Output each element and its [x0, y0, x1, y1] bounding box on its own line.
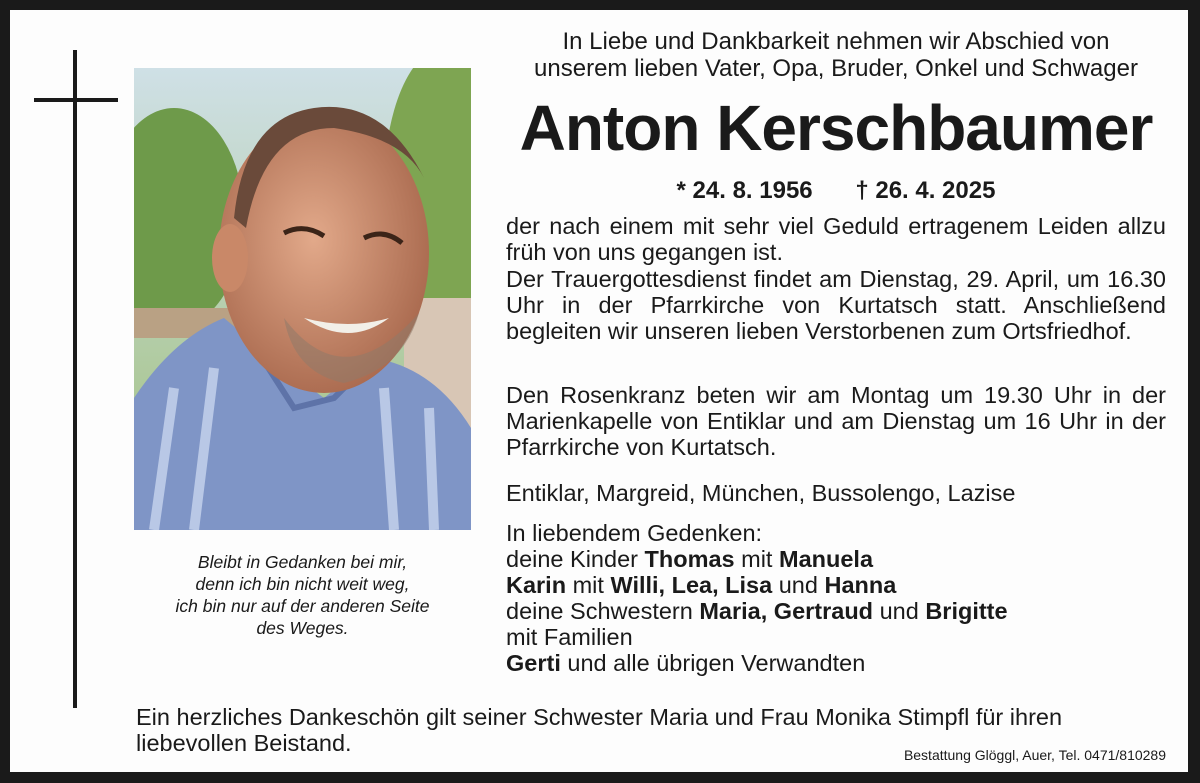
mourners-heading: In liebendem Gedenken: — [506, 520, 763, 546]
death-date: † 26. 4. 2025 — [855, 177, 996, 204]
cross-icon-bar — [34, 98, 118, 102]
intro-line-1: In Liebe und Dankbarkeit nehmen wir Abschied von — [562, 28, 1110, 55]
intro-text — [506, 28, 1166, 82]
paragraph-passing: der nach einem mit sehr viel Geduld ertragenem Leiden allzu früh von uns gegangen ist. — [506, 213, 1166, 265]
deceased-name: Anton Kerschbaumer — [519, 92, 1153, 164]
mourners-list — [506, 520, 1166, 676]
mourners-line: deine Kinder Thomas mit Manuela — [506, 546, 874, 572]
obituary-card — [10, 10, 1188, 772]
life-dates — [506, 176, 1166, 206]
mourners-line: Karin mit Willi, Lea, Lisa und Hanna — [506, 572, 897, 598]
places-list: Entiklar, Margreid, München, Bussolengo, Lazise — [506, 480, 1016, 506]
cross-icon — [73, 50, 77, 708]
quote-line: denn ich bin nicht weit weg, — [195, 574, 410, 594]
quote-line: ich bin nur auf der anderen Seite — [175, 596, 430, 616]
mourners-line: Gerti und alle übrigen Verwandten — [506, 650, 866, 676]
paragraph-rosary: Den Rosenkranz beten wir am Montag um 19.30 Uhr in der Marienkapelle von Entiklar und am Dienstag um 16 Uhr in der Pfarrkirche von Kurtatsch. — [506, 382, 1166, 460]
mourners-line: mit Familien — [506, 624, 633, 650]
quote-line: des Weges. — [256, 618, 349, 638]
quote-line: Bleibt in Gedanken bei mir, — [197, 552, 408, 572]
quote-block — [134, 551, 471, 639]
funeral-home-info: Bestattung Glöggl, Auer, Tel. 0471/810289 — [903, 747, 1166, 763]
birth-date: * 24. 8. 1956 — [676, 177, 813, 204]
mourners-line: deine Schwestern Maria, Gertraud und Brigitte — [506, 598, 1008, 624]
intro-line-2: unserem lieben Vater, Opa, Bruder, Onkel und Schwager — [534, 55, 1138, 82]
portrait-photo — [134, 68, 471, 530]
paragraph-service: Der Trauergottesdienst findet am Dienstag, 29. April, um 16.30 Uhr in der Pfarrkirche von Kurtatsch statt. Anschließend begleiten wir unseren lieben Verstorbenen zum Ortsfriedhof. — [506, 266, 1166, 344]
thanks-text: Ein herzliches Dankeschön gilt seiner Schwester Maria und Frau Monika Stimpfl für ihren liebevollen Beistand. — [136, 704, 1063, 756]
